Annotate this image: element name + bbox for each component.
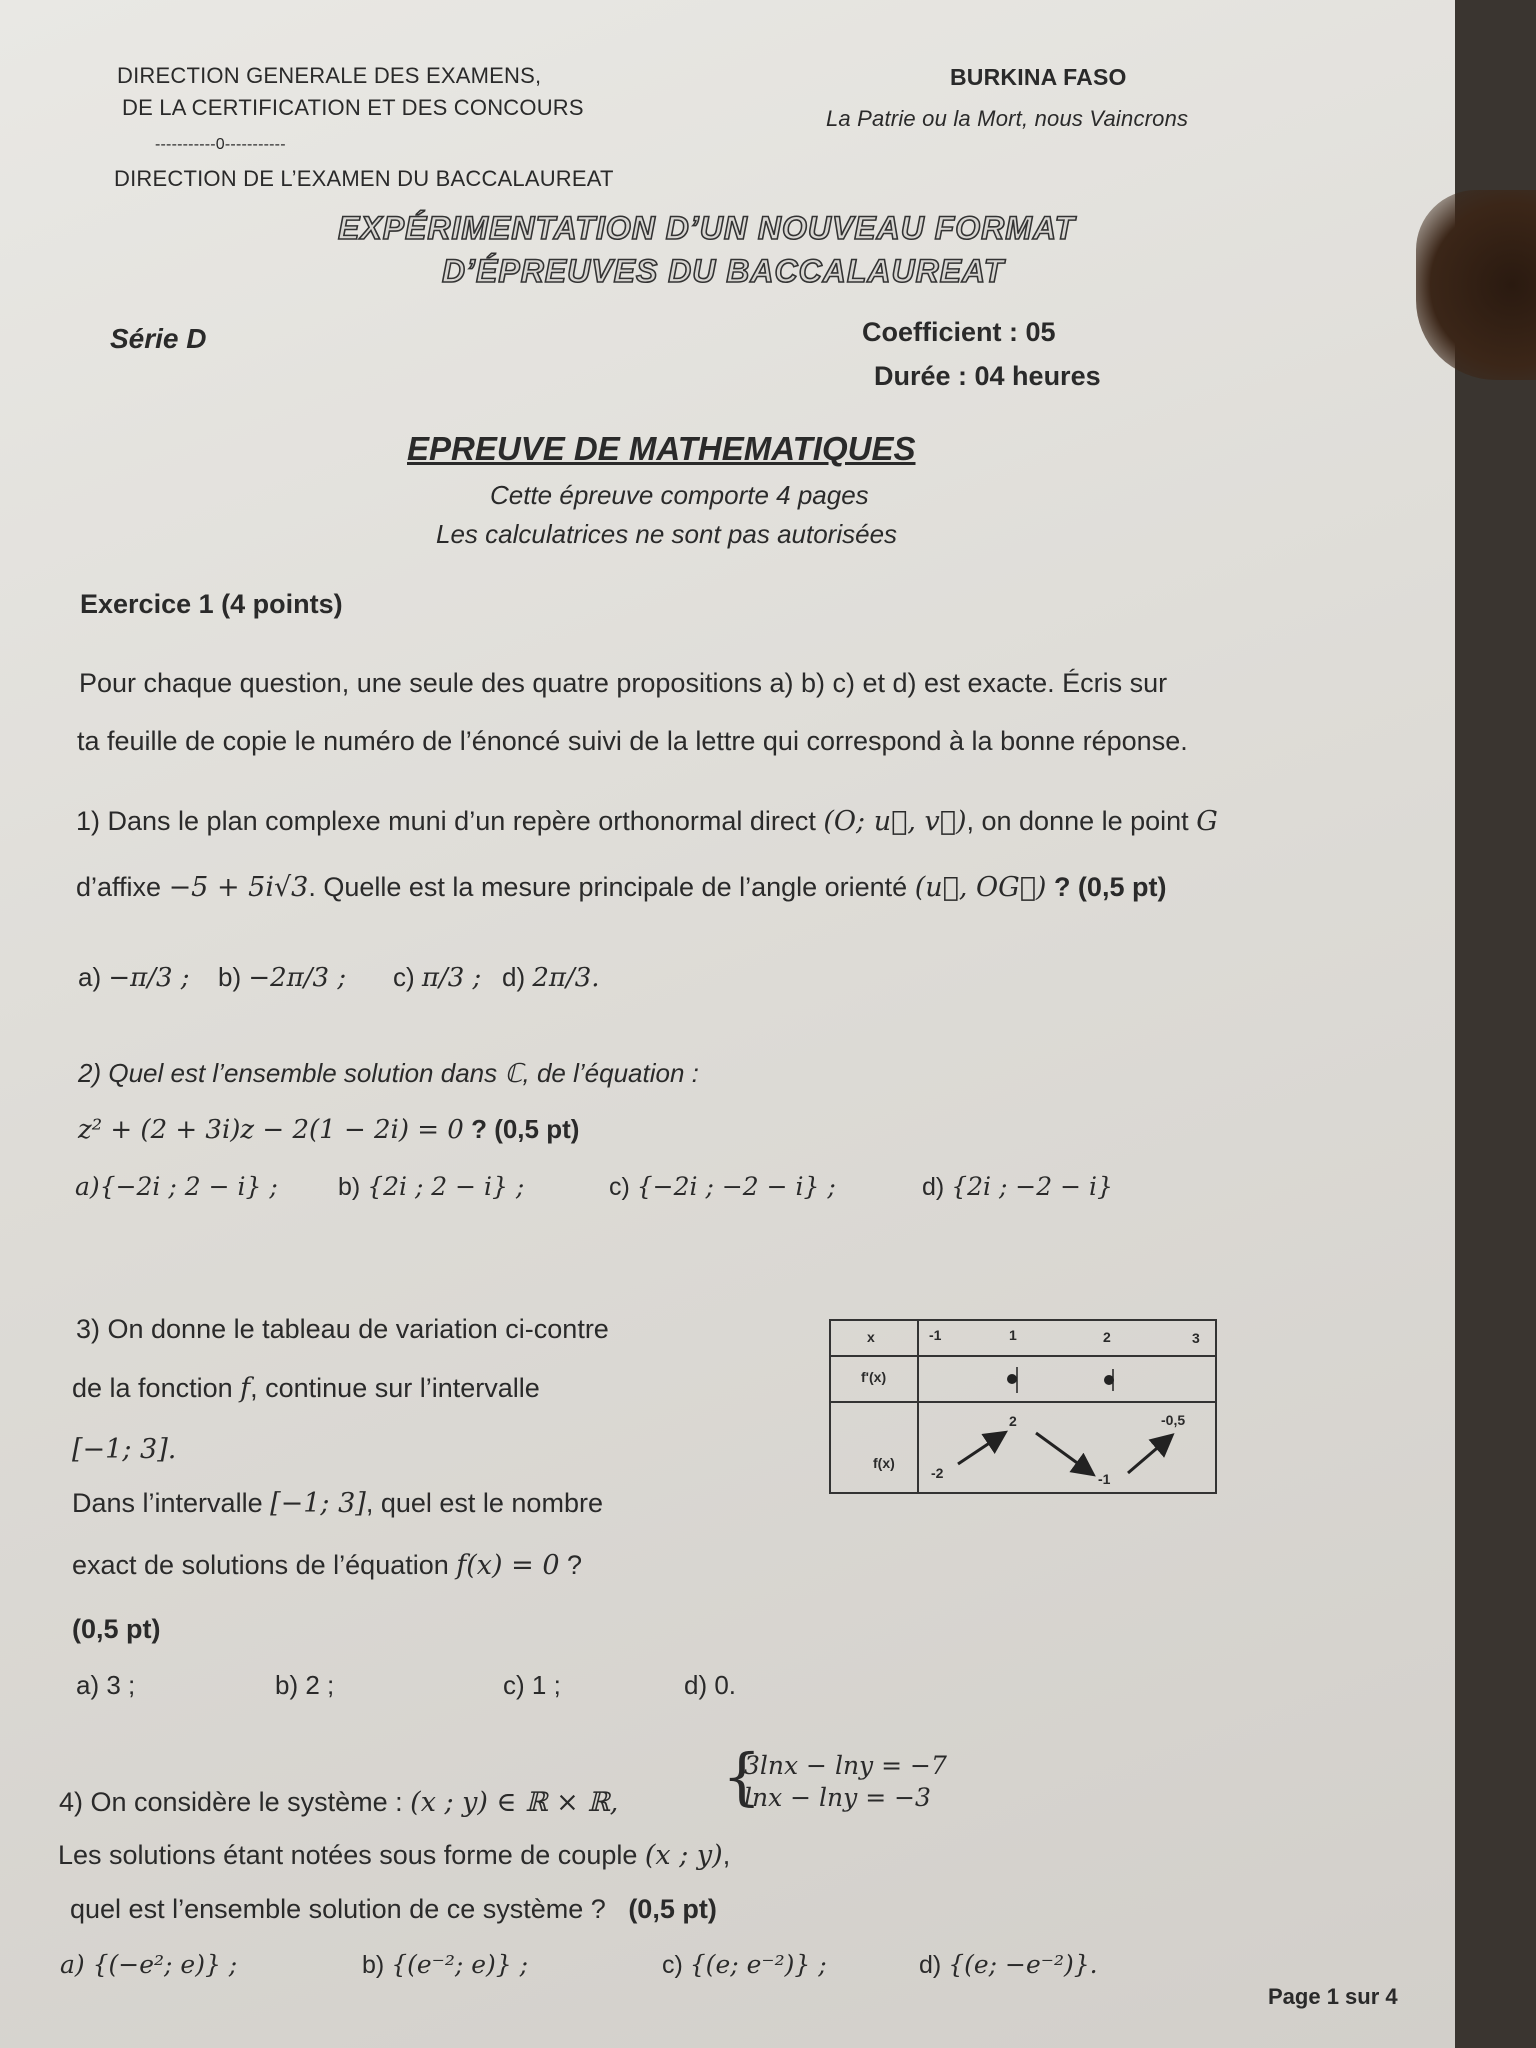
- q1-choice-d: d) 2π/3.: [502, 962, 600, 993]
- header-certification: DE LA CERTIFICATION ET DES CONCOURS: [122, 95, 584, 120]
- system-eq1: 3lnx − lny = −7: [744, 1751, 947, 1780]
- q1-line1: 1) Dans le plan complexe muni d’un repère orthonormal direct (O; u⃗, v⃗), on donne le point G: [76, 806, 1218, 837]
- q4-line3: quel est l’ensemble solution de ce système ? (0,5 pt): [70, 1894, 717, 1924]
- table-x-value: 2: [1103, 1329, 1111, 1345]
- table-x-value: -1: [929, 1327, 942, 1343]
- header-direction-generale: DIRECTION GENERALE DES EXAMENS,: [117, 63, 542, 88]
- q3-choice-c: c) 1 ;: [503, 1670, 561, 1700]
- table-x-value: 3: [1192, 1330, 1200, 1346]
- q3-line5: exact de solutions de l’équation f(x) = 0 ?: [72, 1550, 583, 1581]
- q1-choice-a: a) −π/3 ;: [78, 962, 190, 993]
- q3-line2: de la fonction f, continue sur l’intervalle: [72, 1373, 540, 1404]
- q4-line2: Les solutions étant notées sous forme de couple (x ; y),: [58, 1840, 731, 1871]
- header-separator: -----------0-----------: [155, 136, 286, 153]
- epreuve-pages: Cette épreuve comporte 4 pages: [490, 480, 869, 510]
- q2-choice-b: b) {2i ; 2 − i} ;: [338, 1172, 525, 1201]
- variation-arrows: [831, 1321, 1215, 1492]
- epreuve-title: EPREUVE DE MATHEMATIQUES: [407, 430, 916, 467]
- system-brace: {: [722, 1740, 762, 1813]
- q4-choice-c: c) {(e; e⁻²)} ;: [662, 1950, 827, 1979]
- table-f-value: 2: [1009, 1413, 1017, 1429]
- table-x-value: 1: [1009, 1327, 1017, 1343]
- epreuve-calc: Les calculatrices ne sont pas autorisées: [436, 519, 898, 549]
- q2-equation: z² + (2 + 3i)z − 2(1 − 2i) = 0 ? (0,5 pt): [78, 1114, 580, 1145]
- banner-line2: D’ÉPREUVES DU BACCALAUREAT: [442, 253, 1005, 289]
- q2-choice-a: a){−2i ; 2 − i} ;: [75, 1172, 278, 1201]
- exercice-title: Exercice 1 (4 points): [80, 589, 343, 619]
- duree: Durée : 04 heures: [874, 361, 1101, 391]
- q3-line3: [−1; 3].: [72, 1434, 177, 1465]
- header-motto: La Patrie ou la Mort, nous Vaincrons: [826, 106, 1189, 131]
- q3-choice-d: d) 0.: [684, 1670, 737, 1700]
- exercice-intro-line2: ta feuille de copie le numéro de l’énoncé suivi de la lettre qui correspond à la bonne réponse.: [77, 726, 1188, 756]
- q4-choice-a: a) {(−e²; e)} ;: [60, 1950, 238, 1979]
- exercice-intro-line1: Pour chaque question, une seule des quatre propositions a) b) c) et d) est exacte. Écris sur: [79, 668, 1168, 698]
- header-direction-bac: DIRECTION DE L’EXAMEN DU BACCALAUREAT: [114, 166, 614, 191]
- variation-table: [829, 1319, 1217, 1494]
- table-fprime-label: f'(x): [861, 1369, 887, 1385]
- q4-choice-d: d) {(e; −e⁻²)}.: [919, 1950, 1098, 1979]
- table-f-value: -0,5: [1161, 1412, 1186, 1428]
- q3-line1: 3) On donne le tableau de variation ci-contre: [76, 1314, 609, 1344]
- table-f-value: -2: [931, 1465, 944, 1481]
- table-f-value: -1: [1098, 1471, 1111, 1487]
- header-country: BURKINA FASO: [950, 64, 1127, 90]
- q4-line1: 4) On considère le système : (x ; y) ∈ ℝ × ℝ,: [59, 1787, 619, 1818]
- q3-choice-b: b) 2 ;: [275, 1670, 335, 1700]
- q1-choice-b: b) −2π/3 ;: [218, 962, 347, 993]
- serie: Série D: [110, 323, 207, 354]
- table-x-label: x: [867, 1329, 875, 1345]
- system-eq2: lnx − lny = −3: [744, 1783, 931, 1812]
- q4-choice-b: b) {(e⁻²; e)} ;: [362, 1950, 529, 1979]
- page-number: Page 1 sur 4: [1268, 1984, 1398, 2009]
- q3-choice-a: a) 3 ;: [76, 1670, 136, 1700]
- q2-line1: 2) Quel est l’ensemble solution dans ℂ, de l’équation :: [78, 1058, 699, 1088]
- finger-holding-page: [1416, 190, 1536, 380]
- q1-choice-c: c) π/3 ;: [393, 962, 482, 993]
- q1-line2: d’affixe −5 + 5i√3. Quelle est la mesure principale de l’angle orienté (u⃗, OG⃗) ? (0,5 pt): [76, 872, 1167, 903]
- q2-choice-c: c) {−2i ; −2 − i} ;: [609, 1172, 836, 1201]
- q2-choice-d: d) {2i ; −2 − i}: [922, 1172, 1113, 1201]
- table-f-label: f(x): [873, 1455, 895, 1471]
- q3-line4: Dans l’intervalle [−1; 3], quel est le nombre: [72, 1488, 603, 1519]
- banner-line1: EXPÉRIMENTATION D’UN NOUVEAU FORMAT: [338, 210, 1076, 246]
- q3-points: (0,5 pt): [72, 1614, 161, 1644]
- coefficient: Coefficient : 05: [862, 317, 1056, 347]
